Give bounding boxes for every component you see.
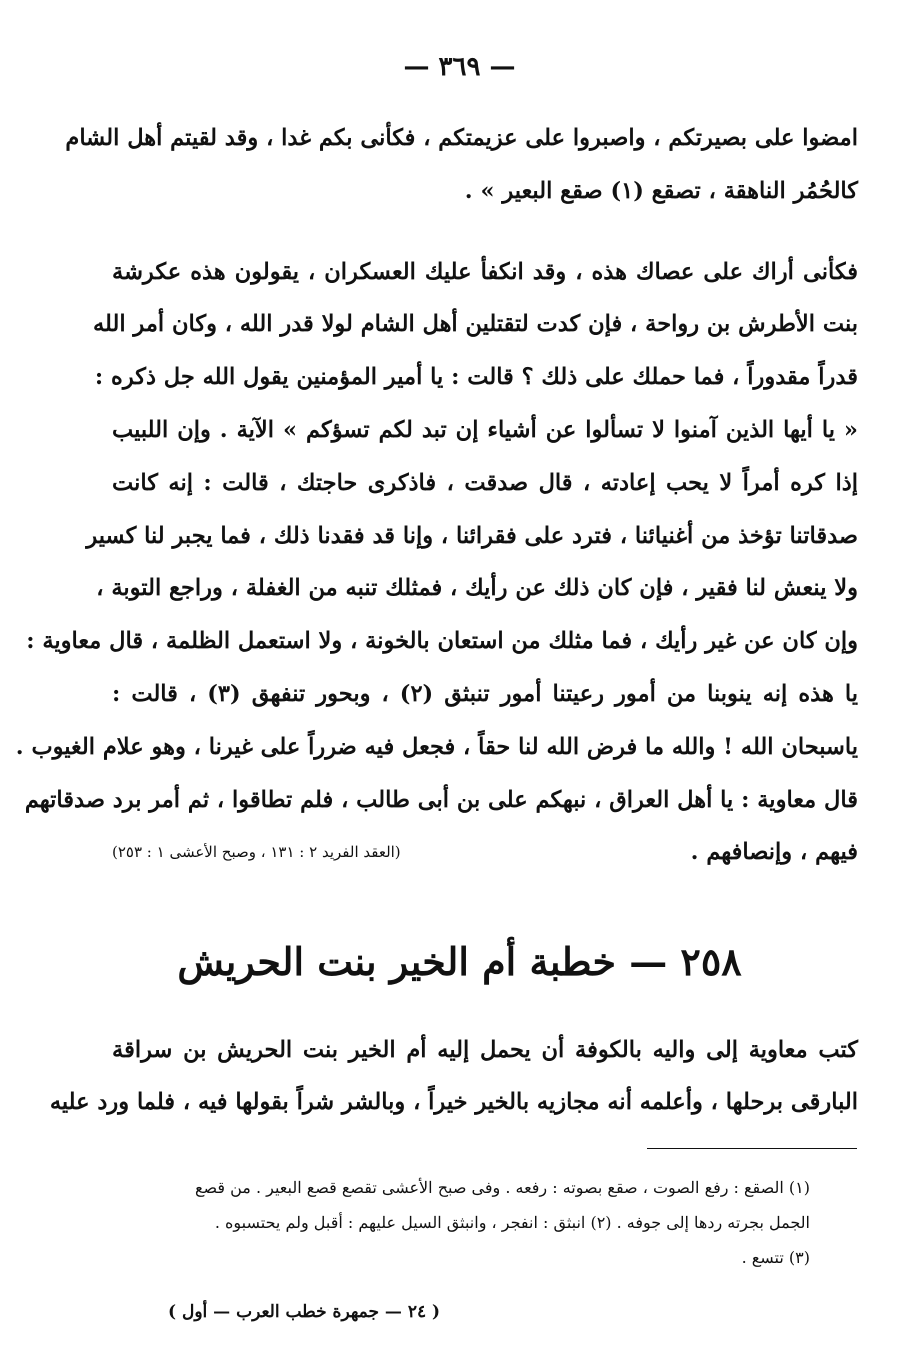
speech-text xyxy=(15,112,859,879)
footnote-divider xyxy=(647,1148,857,1149)
footnote-line: (١) الصقع : رفع الصوت ، صقع بصوته : رفعه . وفى صبح الأعشى تقصع قصع البعير . من قصع xyxy=(194,1178,810,1197)
footnote-line: الجمل بجرته ردها إلى جوفه . (٢) انبثق : انفجر ، وانبثق السيل عليهم : أقبل ولم يحتسبوه . xyxy=(214,1213,810,1232)
text-line: يا هذه إنه ينوبنا من أمور رعيتنا أمور تنبثق (٢) ، وبحور تنفهق (٣) ، قالت : xyxy=(112,680,858,707)
footnote-line: (٣) تتسع . xyxy=(741,1248,810,1267)
paragraph-gap xyxy=(112,218,858,246)
text-line: كتب معاوية إلى واليه بالكوفة أن يحمل إليه أم الخير بنت الحريش بن سراقة xyxy=(112,1037,858,1063)
text-line: إذا كره أمراً لا يحب إعادته ، قال صدقت ، فاذكرى حاجتك ، قالت : إنه كانت xyxy=(112,469,858,496)
footnotes xyxy=(150,1170,810,1275)
text-line: قال معاوية : يا أهل العراق ، نبهكم على بن أبى طالب ، فلم تطاقوا ، ثم أمر برد صدقاتهم xyxy=(24,786,858,813)
closing-line xyxy=(112,826,858,879)
signature-mark: ( ٢٤ — جمهرة خطب العرب — أول ) xyxy=(168,1302,441,1322)
text-line: ياسبحان الله ! والله ما فرض الله لنا حقاً ، فجعل فيه ضرراً على غيرنا ، وهو علام الغيوب . xyxy=(15,733,858,760)
text-line: صدقاتنا تؤخذ من أغنيائنا ، فترد على فقرائنا ، وإنا قد فقدنا ذلك ، فما يجبر لنا كسير xyxy=(86,522,858,549)
section-text xyxy=(49,1024,858,1128)
section-heading: ٢٥٨ — خطبة أم الخير بنت الحريش xyxy=(177,939,742,984)
text-line: قدراً مقدوراً ، فما حملك على ذلك ؟ قالت : يا أمير المؤمنين يقول الله جل ذكره : xyxy=(94,364,858,391)
text-line: بنت الأطرش بن رواحة ، فإن كدت لتقتلين أهل الشام لولا قدر الله ، وكان أمر الله xyxy=(92,311,858,338)
text-line: ولا ينعش لنا فقير ، فإن كان ذلك عن رأيك ، فمثلك تنبه من الغفلة ، وراجع التوبة ، xyxy=(96,575,858,602)
last-text-line: فيهم ، وإنصافهم . xyxy=(690,839,858,866)
text-line: البارقى برحلها ، وأعلمه أنه مجازيه بالخير خيراً ، وبالشر شراً بقولها فيه ، فلما ورد عليه xyxy=(49,1089,858,1115)
page-number: — ٣٦٩ — xyxy=(403,52,516,82)
text-line: فكأنى أراك على عصاك هذه ، وقد انكفأ عليك العسكران ، يقولون هذه عكرشة xyxy=(112,258,859,285)
source-citation: (العقد الفريد ٢ : ١٣١ ، وصبح الأعشى ١ : ٢٥٣) xyxy=(112,843,401,862)
text-line: وإن كان عن غير رأيك ، فما مثلك من استعان بالخونة ، ولا استعمل الظلمة ، قال معاوية : xyxy=(26,628,858,655)
text-line: امضوا على بصيرتكم ، واصبروا على عزيمتكم ، فكأنى بكم غدا ، وقد لقيتم أهل الشام xyxy=(65,125,858,151)
text-line: كالحُمُر الناهقة ، تصقع (١) صقع البعير » . xyxy=(464,177,858,204)
text-line: « يا أيها الذين آمنوا لا تسألوا عن أشياء إن تبد لكم تسؤكم » الآية . وإن اللبيب xyxy=(112,416,858,443)
